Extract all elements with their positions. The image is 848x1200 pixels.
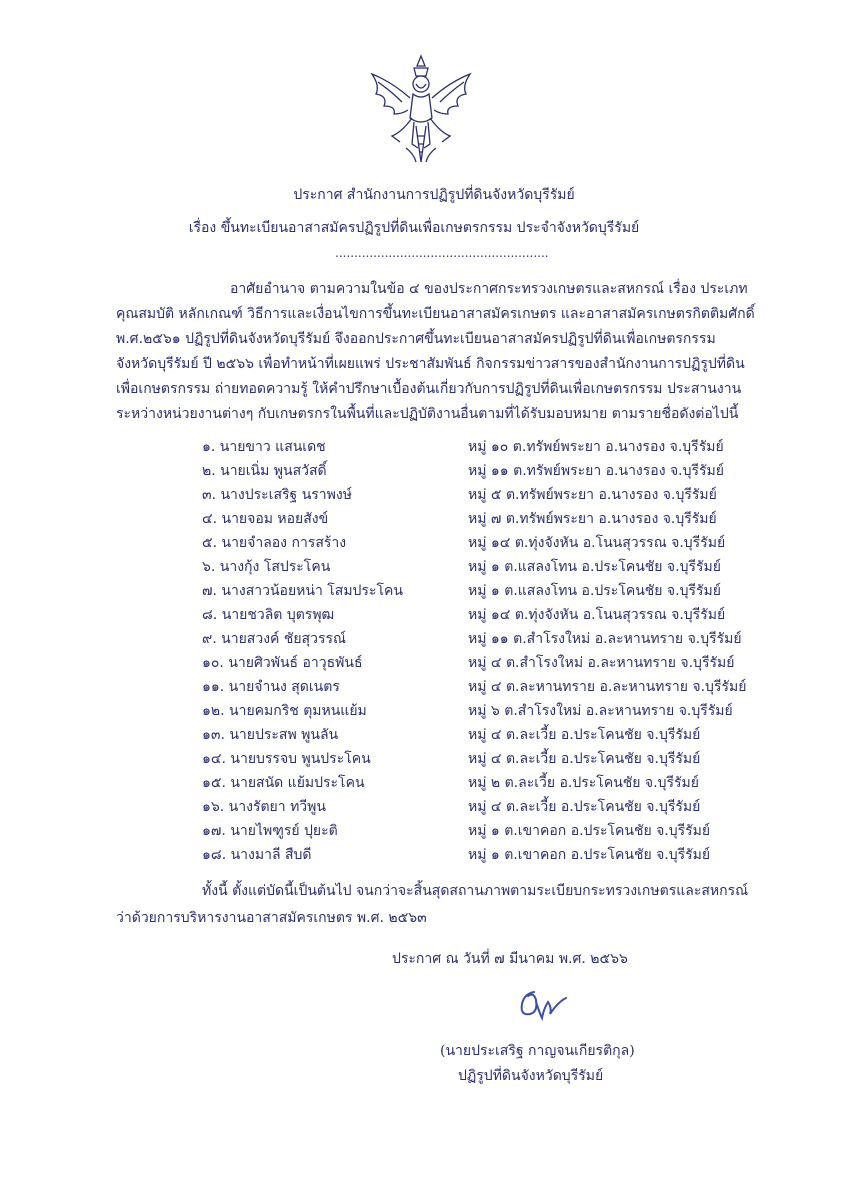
volunteer-address: หมู่ ๔ ต.ละเวี้ย อ.ประโคนชัย จ.บุรีรัมย์ xyxy=(468,727,701,743)
volunteer-address: หมู่ ๑ ต.แสลงโทน อ.ประโคนชัย จ.บุรีรัมย์ xyxy=(468,583,721,599)
volunteer-name: ๑๕. นายสนัด แย้มประโคน xyxy=(202,775,365,791)
volunteer-address: หมู่ ๖ ต.สำโรงใหม่ อ.ละหานทราย จ.บุรีรัมย์ xyxy=(468,703,733,719)
volunteer-name: ๔. นายจอม หอยสังข์ xyxy=(202,511,329,527)
signer-position: ปฏิรูปที่ดินจังหวัดบุรีรัมย์ xyxy=(458,1068,604,1084)
volunteer-address: หมู่ ๑ ต.แสลงโทน อ.ประโคนชัย จ.บุรีรัมย์ xyxy=(468,559,721,575)
volunteer-address: หมู่ ๔ ต.ละเวี้ย อ.ประโคนชัย จ.บุรีรัมย์ xyxy=(468,799,701,815)
volunteer-address: หมู่ ๒ ต.ละเวี้ย อ.ประโคนชัย จ.บุรีรัมย์ xyxy=(468,775,699,791)
volunteer-address: หมู่ ๑ ต.เขาคอก อ.ประโคนชัย จ.บุรีรัมย์ xyxy=(468,823,711,839)
volunteer-address: หมู่ ๔ ต.ละเวี้ย อ.ประโคนชัย จ.บุรีรัมย์ xyxy=(468,751,701,767)
signer-name: (นายประเสริฐ กาญจนเกียรติกุล) xyxy=(440,1043,635,1059)
volunteer-name: ๗. นางสาวน้อยหน่า โสมประโคน xyxy=(202,583,403,599)
volunteer-name: ๑๐. นายศิวพันธ์ อาวุธพันธ์ xyxy=(202,655,363,671)
volunteer-name: ๑๓. นายประสพ พูนลัน xyxy=(202,727,339,743)
volunteer-name: ๖. นางกุ้ง โสประโคน xyxy=(202,559,331,575)
signature-icon xyxy=(514,984,570,1024)
announcement-title: ประกาศ สำนักงานการปฏิรูปที่ดินจังหวัดบุรีรัมย์ xyxy=(293,187,575,203)
volunteer-address: หมู่ ๑ ต.เขาคอก อ.ประโคนชัย จ.บุรีรัมย์ xyxy=(468,847,711,863)
title-separator: ........................................................ xyxy=(335,246,549,260)
intro-line-4: จังหวัดบุรีรัมย์ ปี ๒๕๖๖ เพื่อทำหน้าที่เผยแพร่ ประชาสัมพันธ์ กิจกรรมข่าวสารของสำนักงานการปฏิรูปที่ดิน xyxy=(116,356,745,372)
volunteer-name: ๑๑. นายจำนง สุดเนตร xyxy=(202,679,340,695)
volunteer-address: หมู่ ๗ ต.ทรัพย์พระยา อ.นางรอง จ.บุรีรัมย์ xyxy=(468,511,717,527)
volunteer-name: ๓. นางประเสริฐ นราพงษ์ xyxy=(202,487,352,503)
volunteer-name: ๒. นายเนิ่ม พูนสวัสดิ์ xyxy=(202,463,327,479)
volunteer-address: หมู่ ๑๔ ต.ทุ่งจังหัน อ.โนนสุวรรณ จ.บุรีรัมย์ xyxy=(468,535,726,551)
volunteer-name: ๑๖. นางรัตยา ทวีพูน xyxy=(202,799,326,815)
volunteer-name: ๙. นายสวงค์ ชัยสุวรรณ์ xyxy=(202,631,346,647)
volunteer-address: หมู่ ๑๑ ต.สำโรงใหม่ อ.ละหานทราย จ.บุรีรัมย์ xyxy=(468,631,742,647)
intro-line-2: คุณสมบัติ หลักเกณฑ์ วิธีการและเงื่อนไขการขึ้นทะเบียนอาสาสมัครเกษตร และอาสาสมัครเกษตรกิตติมศักดิ์ xyxy=(116,306,755,322)
volunteer-address: หมู่ ๑๑ ต.ทรัพย์พระยา อ.นางรอง จ.บุรีรัมย์ xyxy=(468,463,724,479)
volunteer-address: หมู่ ๔ ต.สำโรงใหม่ อ.ละหานทราย จ.บุรีรัมย์ xyxy=(468,655,735,671)
garuda-emblem-icon xyxy=(362,52,480,172)
volunteer-address: หมู่ ๔ ต.ละหานทราย อ.ละหานทราย จ.บุรีรัมย์ xyxy=(468,679,747,695)
volunteer-name: ๑๒. นายคมกริช ตุมหนแย้ม xyxy=(202,703,367,719)
volunteer-address: หมู่ ๑๔ ต.ทุ่งจังหัน อ.โนนสุวรรณ จ.บุรีรัมย์ xyxy=(468,607,726,623)
volunteer-name: ๘. นายชวลิต บุตรพุฒ xyxy=(202,607,335,623)
volunteer-name: ๕. นายจำลอง การสร้าง xyxy=(202,535,347,551)
intro-line-3: พ.ศ.๒๕๖๑ ปฏิรูปที่ดินจังหวัดบุรีรัมย์ จึงออกประกาศขึ้นทะเบียนอาสาสมัครปฏิรูปที่ดินเพื่อเกษตรกรรม xyxy=(116,331,716,347)
intro-line-5: เพื่อเกษตรกรรม ถ่ายทอดความรู้ ให้คำปรึกษาเบื้องต้นเกี่ยวกับการปฏิรูปที่ดินเพื่อเกษตรกรรม ประสานงาน xyxy=(116,381,742,397)
announcement-subject: เรื่อง ขึ้นทะเบียนอาสาสมัครปฏิรูปที่ดินเพื่อเกษตรกรรม ประจำจังหวัดบุรีรัมย์ xyxy=(188,220,640,236)
volunteer-address: หมู่ ๕ ต.ทรัพย์พระยา อ.นางรอง จ.บุรีรัมย์ xyxy=(468,487,717,503)
intro-line-1: อาศัยอำนาจ ตามความในข้อ ๔ ของประกาศกระทรวงเกษตรและสหกรณ์ เรื่อง ประเภท xyxy=(230,281,748,297)
closing-line-2: ว่าด้วยการบริหารงานอาสาสมัครเกษตร พ.ศ. ๒๕๖๓ xyxy=(116,910,427,926)
volunteer-address: หมู่ ๑๐ ต.ทรัพย์พระยา อ.นางรอง จ.บุรีรัมย์ xyxy=(468,439,724,455)
volunteer-name: ๑๘. นางมาลี สืบดี xyxy=(202,847,312,863)
closing-line-1: ทั้งนี้ ตั้งแต่บัดนี้เป็นต้นไป จนกว่าจะสิ้นสุดสถานภาพตามระเบียบกระทรวงเกษตรและสหกรณ์ xyxy=(202,883,749,899)
volunteer-name: ๑. นายขาว แสนเดช xyxy=(202,439,326,455)
date-line: ประกาศ ณ วันที่ ๗ มีนาคม พ.ศ. ๒๕๖๖ xyxy=(392,951,628,967)
volunteer-name: ๑๔. นายบรรจบ พูนประโคน xyxy=(202,751,371,767)
intro-line-6: ระหว่างหน่วยงานต่างๆ กับเกษตรกรในพื้นที่และปฏิบัติงานอื่นตามที่ได้รับมอบหมาย ตามรายชื่อดังต่อไปนี้ xyxy=(116,406,739,422)
volunteer-name: ๑๗. นายไพฑูรย์ ปุยะติ xyxy=(202,823,338,839)
